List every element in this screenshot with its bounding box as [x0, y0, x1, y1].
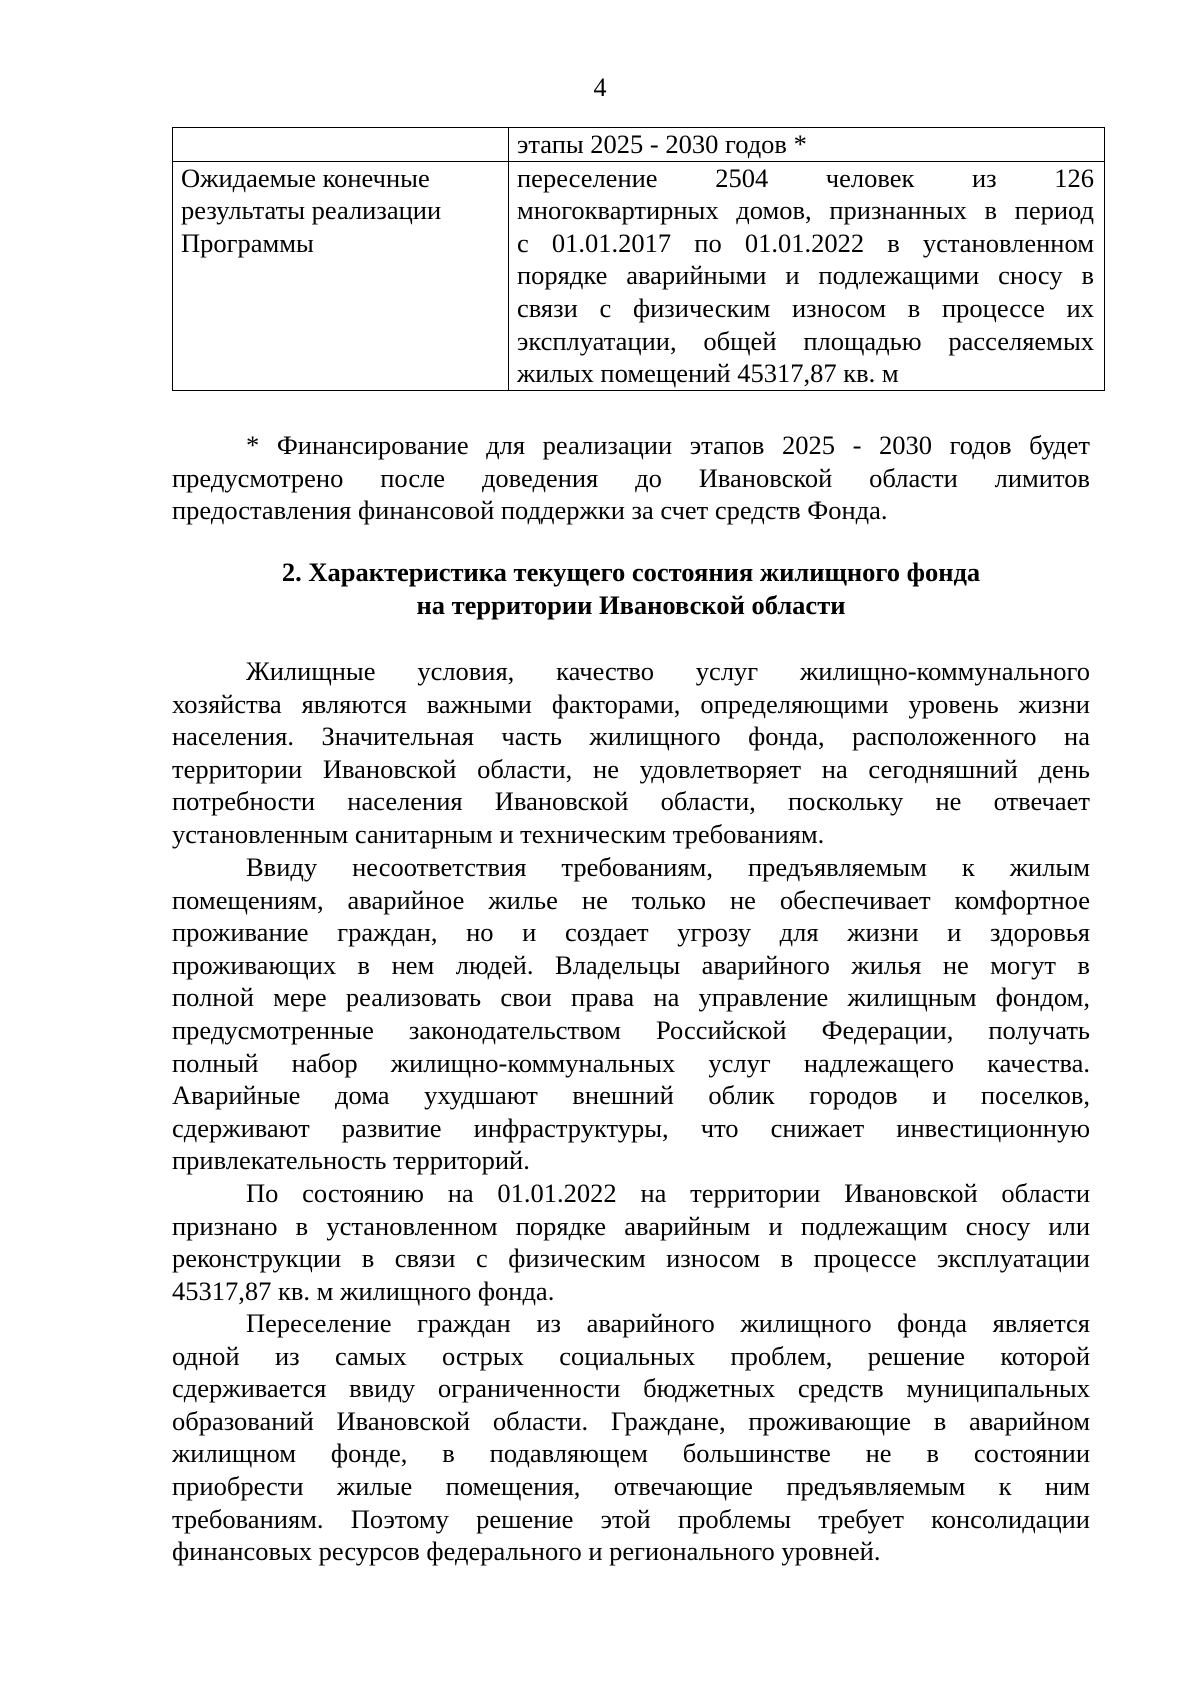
- program-passport-table: [172, 127, 1105, 391]
- cell-line: Ожидаемые конечные: [181, 162, 430, 193]
- text-line: Жилищные условия, качество услуг жилищно-коммунального: [246, 656, 1090, 686]
- text-line: потребности населения Ивановской области, поскольку не отвечает: [172, 786, 1090, 817]
- text-line: жилищном фонде, в подавляющем большинстве не в состоянии: [172, 1438, 1090, 1469]
- text-line: полный набор жилищно-коммунальных услуг надлежащего качества.: [172, 1047, 1090, 1078]
- cell-line: многоквартирных домов, признанных в период: [517, 195, 1094, 226]
- table-cell-value: [509, 128, 1105, 162]
- table-cell-label: [173, 161, 509, 390]
- text-line: признано в установленном порядке аварийным и подлежащим сносу или: [172, 1210, 1090, 1241]
- text-line: сдерживается ввиду ограниченности бюджетных средств муниципальных: [172, 1373, 1090, 1404]
- footnote: [172, 429, 1090, 527]
- cell-line: порядке аварийными и подлежащими сносу в: [517, 260, 1094, 291]
- section-heading-line: на территории Ивановской области: [416, 589, 846, 620]
- table-cell-label: [173, 128, 509, 162]
- text-line: Переселение граждан из аварийного жилищного фонда является: [246, 1308, 1090, 1338]
- text-line: установленным санитарным и техническим требованиям.: [172, 818, 825, 849]
- section-heading: [172, 556, 1090, 621]
- cell-line: жилых помещений 45317,87 кв. м: [517, 358, 899, 389]
- paragraph: [172, 1307, 1090, 1568]
- table-row: [173, 128, 1105, 162]
- text-line: проживание граждан, но и создает угрозу для жизни и здоровья: [172, 917, 1090, 948]
- table-cell-value: [509, 161, 1105, 390]
- text-line: сдерживают развитие инфраструктуры, что снижает инвестиционную: [172, 1112, 1090, 1143]
- text-line: * Финансирование для реализации этапов 2025 - 2030 годов будет: [246, 430, 1090, 460]
- text-line: Ввиду несоответствия требованиям, предъявляемым к жилым: [246, 852, 1090, 882]
- text-line: требованиям. Поэтому решение этой проблемы требует консолидации: [172, 1503, 1090, 1534]
- text-line: предусмотренные законодательством Российской Федерации, получать: [172, 1014, 1090, 1045]
- text-line: приобрести жилые помещения, отвечающие предъявляемым к ним: [172, 1470, 1090, 1501]
- cell-line: переселение 2504 человек из 126: [517, 162, 1094, 193]
- text-line: реконструкции в связи с физическим износом в процессе эксплуатации: [172, 1243, 1090, 1274]
- text-line: предусмотрено после доведения до Ивановской области лимитов: [172, 462, 1090, 493]
- text-line: территории Ивановской области, не удовлетворяет на сегодняшний день: [172, 753, 1090, 784]
- section-heading-line: 2. Характеристика текущего состояния жилищного фонда: [281, 557, 981, 587]
- cell-line: Программы: [181, 227, 314, 258]
- text-line: помещениям, аварийное жилье не только не обеспечивает комфортное: [172, 884, 1090, 915]
- page-number: 4: [593, 73, 607, 102]
- text-line: Аварийные дома ухудшают внешний облик городов и поселков,: [172, 1080, 1090, 1111]
- text-line: хозяйства являются важными факторами, определяющими уровень жизни: [172, 688, 1090, 719]
- text-line: 45317,87 кв. м жилищного фонда.: [172, 1275, 555, 1306]
- text-line: одной из самых острых социальных проблем, решение которой: [172, 1340, 1090, 1371]
- paragraph: [172, 1177, 1090, 1307]
- text-line: населения. Значительная часть жилищного фонда, расположенного на: [172, 721, 1090, 752]
- cell-line: результаты реализации: [181, 195, 442, 226]
- table-row: [173, 161, 1105, 390]
- text-line: проживающих в нем людей. Владельцы аварийного жилья не могут в: [172, 949, 1090, 980]
- cell-line: связи с физическим износом в процессе их: [517, 292, 1094, 323]
- cell-line: этапы 2025 - 2030 годов *: [517, 129, 807, 159]
- text-line: образований Ивановской области. Граждане, проживающие в аварийном: [172, 1405, 1090, 1436]
- paragraph: [172, 655, 1090, 851]
- text-line: привлекательность территорий.: [172, 1145, 530, 1176]
- text-line: предоставления финансовой поддержки за счет средств Фонда.: [172, 495, 888, 526]
- text-line: финансовых ресурсов федерального и регионального уровней.: [172, 1536, 881, 1567]
- cell-line: эксплуатации, общей площадью расселяемых: [517, 325, 1094, 356]
- text-line: полной мере реализовать свои права на управление жилищным фондом,: [172, 982, 1090, 1013]
- paragraph: [172, 851, 1090, 1177]
- cell-line: с 01.01.2017 по 01.01.2022 в установленном: [517, 227, 1094, 258]
- text-line: По состоянию на 01.01.2022 на территории Ивановской области: [246, 1178, 1090, 1208]
